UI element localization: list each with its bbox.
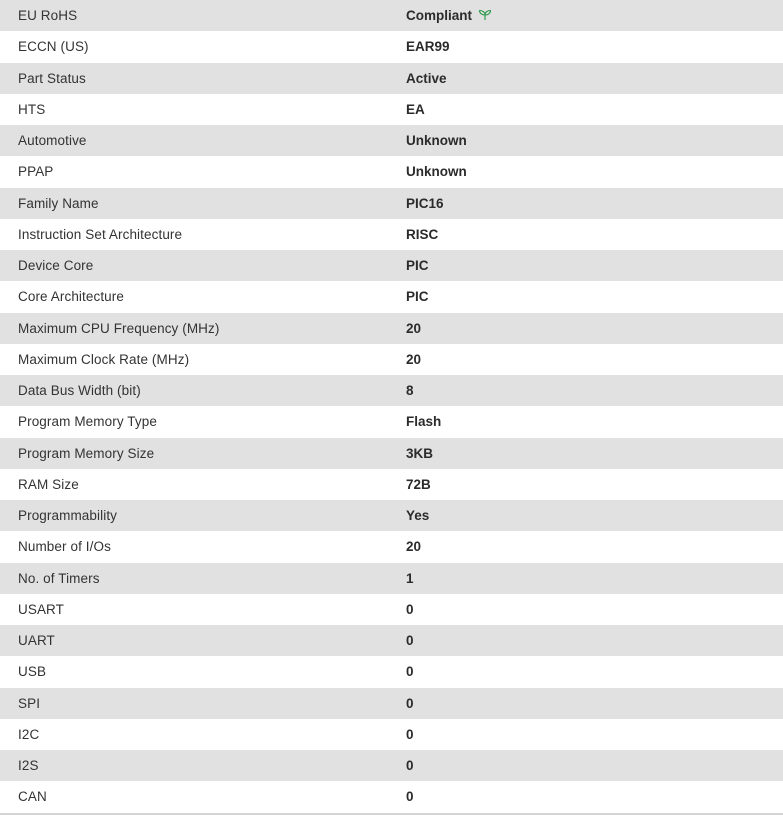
- spec-row: [0, 219, 783, 250]
- spec-row: [0, 63, 783, 94]
- spec-value: 0: [406, 726, 414, 742]
- spec-value: PIC: [406, 258, 429, 274]
- spec-value-cell: [388, 63, 783, 94]
- spec-row: [0, 656, 783, 687]
- spec-value: 0: [406, 758, 414, 774]
- spec-row: [0, 344, 783, 375]
- spec-value: EAR99: [406, 39, 450, 55]
- spec-value-cell: [388, 31, 783, 62]
- spec-row: [0, 719, 783, 750]
- spec-value: 1: [406, 570, 414, 586]
- spec-value: 20: [406, 351, 422, 367]
- spec-value-cell: [388, 656, 783, 687]
- spec-name: SPI: [18, 695, 41, 711]
- spec-value: Compliant: [406, 8, 472, 24]
- spec-name: Instruction Set Architecture: [18, 226, 183, 242]
- spec-value-cell: [388, 281, 783, 312]
- spec-name: ECCN (US): [18, 39, 89, 55]
- spec-name: UART: [18, 633, 55, 649]
- spec-name: Family Name: [18, 195, 99, 211]
- spec-name: Maximum CPU Frequency (MHz): [18, 320, 220, 336]
- spec-name: Automotive: [18, 133, 87, 149]
- spec-value: Flash: [406, 414, 442, 430]
- spec-row: [0, 0, 783, 31]
- spec-name: USART: [18, 601, 65, 617]
- spec-row: [0, 406, 783, 437]
- spec-row: [0, 125, 783, 156]
- spec-value-cell: [388, 719, 783, 750]
- spec-value: 0: [406, 633, 414, 649]
- spec-name: No. of Timers: [18, 570, 100, 586]
- spec-value: EA: [406, 101, 425, 117]
- spec-row: [0, 156, 783, 187]
- spec-value: 0: [406, 601, 414, 617]
- spec-value: 20: [406, 539, 422, 555]
- spec-value: 20: [406, 320, 422, 336]
- spec-row: [0, 94, 783, 125]
- spec-value-cell: [388, 531, 783, 562]
- spec-value-cell: [388, 594, 783, 625]
- spec-name: Core Architecture: [18, 289, 124, 305]
- spec-value-cell: [388, 250, 783, 281]
- spec-value-cell: [388, 625, 783, 656]
- leaf-icon: [478, 9, 492, 21]
- spec-row: [0, 750, 783, 781]
- spec-value: 0: [406, 789, 414, 805]
- spec-row: [0, 31, 783, 62]
- spec-name: Data Bus Width (bit): [18, 383, 141, 399]
- spec-name: Program Memory Type: [18, 414, 157, 430]
- spec-value: Active: [406, 70, 447, 86]
- spec-name: USB: [18, 664, 47, 680]
- spec-name: EU RoHS: [18, 8, 78, 24]
- spec-row: [0, 438, 783, 469]
- spec-name: Maximum Clock Rate (MHz): [18, 351, 190, 367]
- spec-value-cell: [388, 406, 783, 437]
- spec-value-cell: [388, 156, 783, 187]
- spec-name: Number of I/Os: [18, 539, 111, 555]
- spec-value: Unknown: [406, 164, 467, 180]
- spec-value-cell: [388, 469, 783, 500]
- spec-value-cell: [388, 125, 783, 156]
- spec-name: PPAP: [18, 164, 54, 180]
- spec-value-cell: [388, 500, 783, 531]
- spec-row: [0, 250, 783, 281]
- spec-value: 3KB: [406, 445, 434, 461]
- spec-name: Program Memory Size: [18, 445, 155, 461]
- spec-row: [0, 375, 783, 406]
- spec-row: [0, 500, 783, 531]
- spec-value-cell: [388, 0, 783, 31]
- spec-name: Programmability: [18, 508, 118, 524]
- spec-value-cell: [388, 219, 783, 250]
- spec-row: [0, 594, 783, 625]
- spec-name: CAN: [18, 789, 47, 805]
- spec-row: [0, 781, 783, 812]
- spec-name: RAM Size: [18, 476, 79, 492]
- spec-value-cell: [388, 563, 783, 594]
- spec-value: PIC16: [406, 195, 444, 211]
- spec-row: [0, 688, 783, 719]
- spec-value-cell: [388, 313, 783, 344]
- spec-name: I2S: [18, 758, 39, 774]
- spec-value-cell: [388, 344, 783, 375]
- spec-value-cell: [388, 750, 783, 781]
- spec-value-cell: [388, 375, 783, 406]
- spec-value: 8: [406, 383, 414, 399]
- spec-value: Unknown: [406, 133, 467, 149]
- spec-value-cell: [388, 438, 783, 469]
- spec-name: Part Status: [18, 70, 86, 86]
- spec-value: 0: [406, 664, 414, 680]
- spec-value: 72B: [406, 476, 431, 492]
- spec-name: HTS: [18, 101, 46, 117]
- spec-name: Device Core: [18, 258, 94, 274]
- spec-value: RISC: [406, 226, 439, 242]
- spec-value: PIC: [406, 289, 429, 305]
- spec-value-cell: [388, 688, 783, 719]
- spec-value: Yes: [406, 508, 430, 524]
- spec-row: [0, 563, 783, 594]
- spec-value-cell: [388, 188, 783, 219]
- spec-row: [0, 469, 783, 500]
- spec-row: [0, 531, 783, 562]
- spec-name: I2C: [18, 726, 40, 742]
- spec-value-cell: [388, 94, 783, 125]
- spec-value: 0: [406, 695, 414, 711]
- spec-row: [0, 625, 783, 656]
- spec-row: [0, 313, 783, 344]
- spec-value-cell: [388, 781, 783, 812]
- spec-row: [0, 188, 783, 219]
- spec-row: [0, 281, 783, 312]
